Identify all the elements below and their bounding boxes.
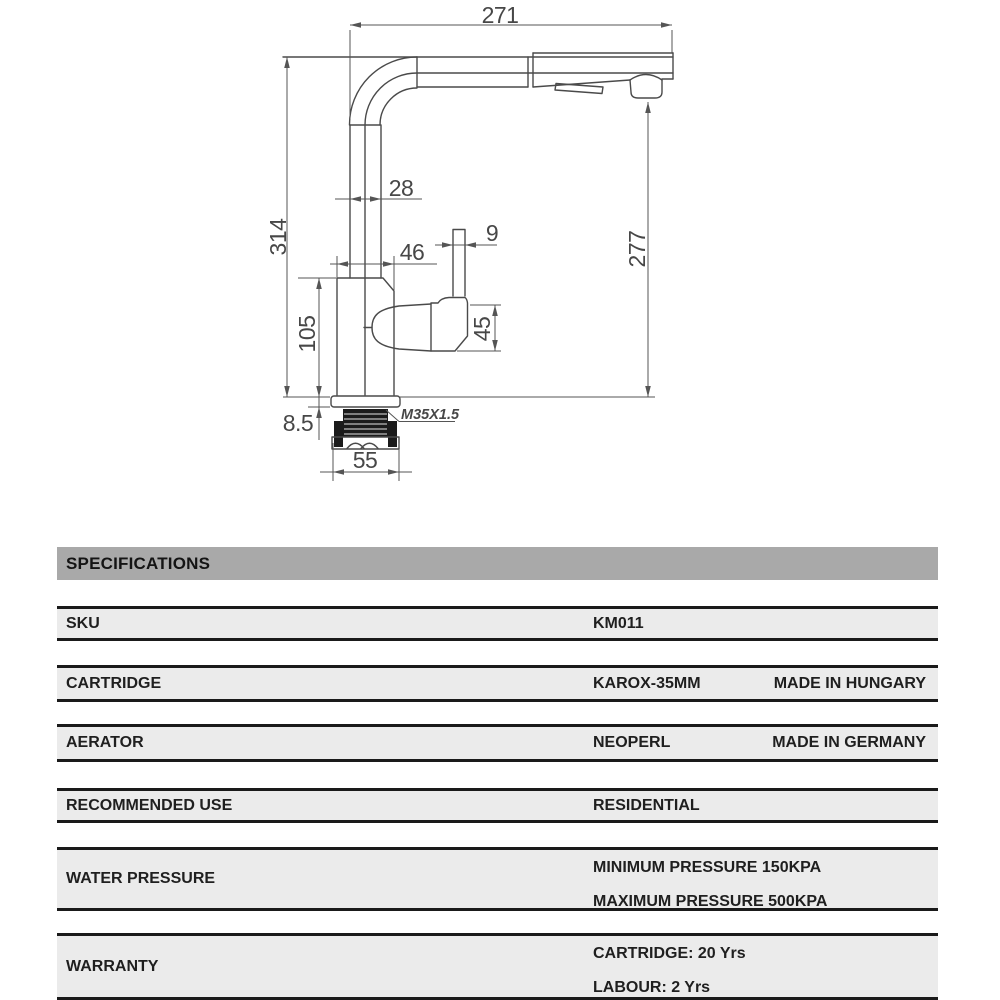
row-value: KM011 [593, 614, 644, 632]
dim-spout-tube: 28 [388, 175, 414, 201]
table-row-recommended-use [57, 788, 938, 823]
aerator-nozzle [630, 75, 662, 99]
handle-lever [453, 230, 465, 297]
table-row-cartridge [57, 665, 938, 702]
dim-handle-body: 45 [469, 316, 495, 342]
base-flange [331, 396, 400, 407]
row-value: NEOPERL [593, 734, 671, 751]
row-label: SKU [66, 614, 100, 632]
table-row-sku [57, 606, 938, 641]
dim-flange-thickness: 8.5 [282, 410, 314, 436]
dim-body-height: 105 [294, 315, 320, 353]
dim-base-diameter: 55 [352, 447, 378, 473]
row-origin: MADE IN GERMANY [772, 734, 926, 751]
row-label: AERATOR [66, 734, 144, 751]
row-origin: MADE IN HUNGARY [773, 674, 926, 692]
row-label: CARTRIDGE [66, 674, 162, 692]
row-label: RECOMMENDED USE [66, 796, 233, 814]
specifications-title: SPECIFICATIONS [66, 553, 211, 573]
row-value: RESIDENTIAL [593, 796, 700, 814]
dim-body-diameter: 46 [399, 239, 425, 265]
dim-overall-height: 314 [265, 218, 291, 256]
row-value-min: MINIMUM PRESSURE 150KPA [593, 859, 822, 876]
specifications-header [57, 547, 938, 580]
row-label: WATER PRESSURE [66, 870, 216, 887]
dim-lever-thickness: 9 [485, 220, 499, 246]
dim-overall-reach: 271 [481, 2, 519, 28]
dim-spout-clearance: 277 [624, 230, 650, 268]
table-row-aerator [57, 724, 938, 762]
row-value-cartridge: CARTRIDGE: 20 Yrs [593, 945, 746, 962]
row-value-labour: LABOUR: 2 Yrs [593, 979, 711, 996]
table-row-water-pressure [57, 847, 938, 911]
row-label: WARRANTY [66, 957, 159, 975]
threaded-shank [343, 409, 388, 437]
row-value: KAROX-35MM [593, 674, 701, 692]
row-value-max: MAXIMUM PRESSURE 500KPA [593, 893, 828, 910]
cartridge-port [364, 304, 431, 351]
table-row-warranty [57, 933, 938, 1000]
dim-thread-spec: M35X1.5 [401, 407, 460, 423]
faucet-outline [283, 53, 673, 449]
handle-housing [431, 298, 468, 352]
dimension-lines [284, 22, 672, 481]
